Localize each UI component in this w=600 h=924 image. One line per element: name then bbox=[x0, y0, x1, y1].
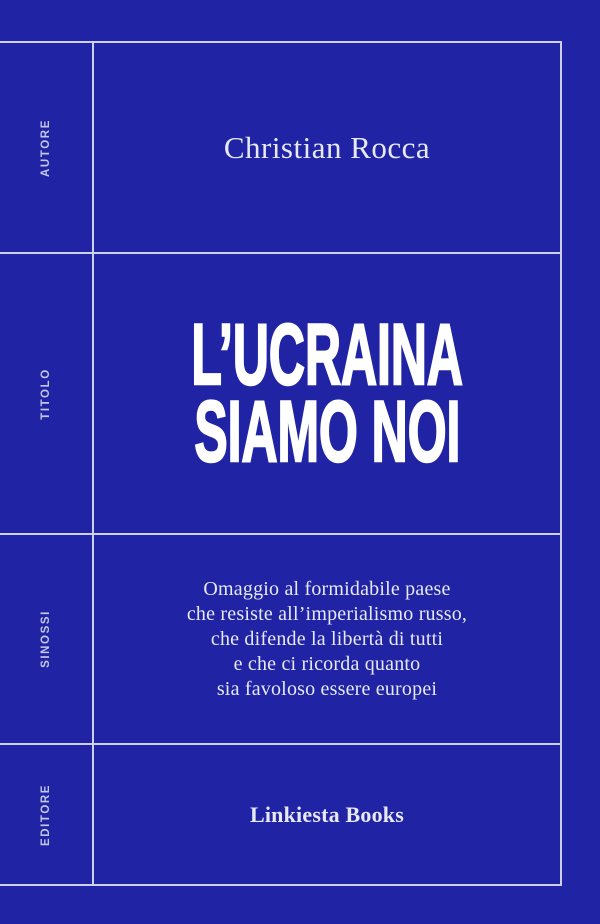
book-title-line-2: SIAMO NOI bbox=[193, 383, 461, 480]
grid-line-horizontal-bottom bbox=[0, 884, 562, 886]
label-cell-titolo bbox=[0, 254, 92, 533]
synopsis-line-5: sia favoloso essere europei bbox=[216, 677, 438, 700]
author-name: Christian Rocca bbox=[223, 129, 431, 165]
label-cell-editore bbox=[0, 745, 92, 884]
publisher-cell bbox=[94, 745, 560, 884]
title-cell bbox=[94, 254, 560, 533]
publisher-name: Linkiesta Books bbox=[250, 801, 404, 827]
grid-line-vertical-right bbox=[560, 41, 562, 886]
synopsis-line-4: e che ci ricorda quanto bbox=[233, 652, 421, 675]
synopsis-line-1: Omaggio al formidabile paese bbox=[203, 577, 451, 600]
row-label-titolo: TITOLO bbox=[40, 367, 52, 420]
synopsis-line-3: che difende la libertà di tutti bbox=[210, 627, 444, 650]
row-label-autore: AUTORE bbox=[39, 118, 52, 177]
author-cell bbox=[94, 43, 560, 252]
row-label-editore: EDITORE bbox=[39, 783, 52, 846]
book-title-line-1: L’UCRAINA bbox=[191, 306, 463, 403]
label-cell-sinossi bbox=[0, 535, 92, 743]
label-cell-autore bbox=[0, 43, 92, 252]
synopsis-line-2: che resiste all’imperialismo russo, bbox=[186, 602, 468, 625]
synopsis-cell bbox=[94, 535, 560, 743]
row-label-sinossi: SINOSSI bbox=[39, 610, 52, 668]
